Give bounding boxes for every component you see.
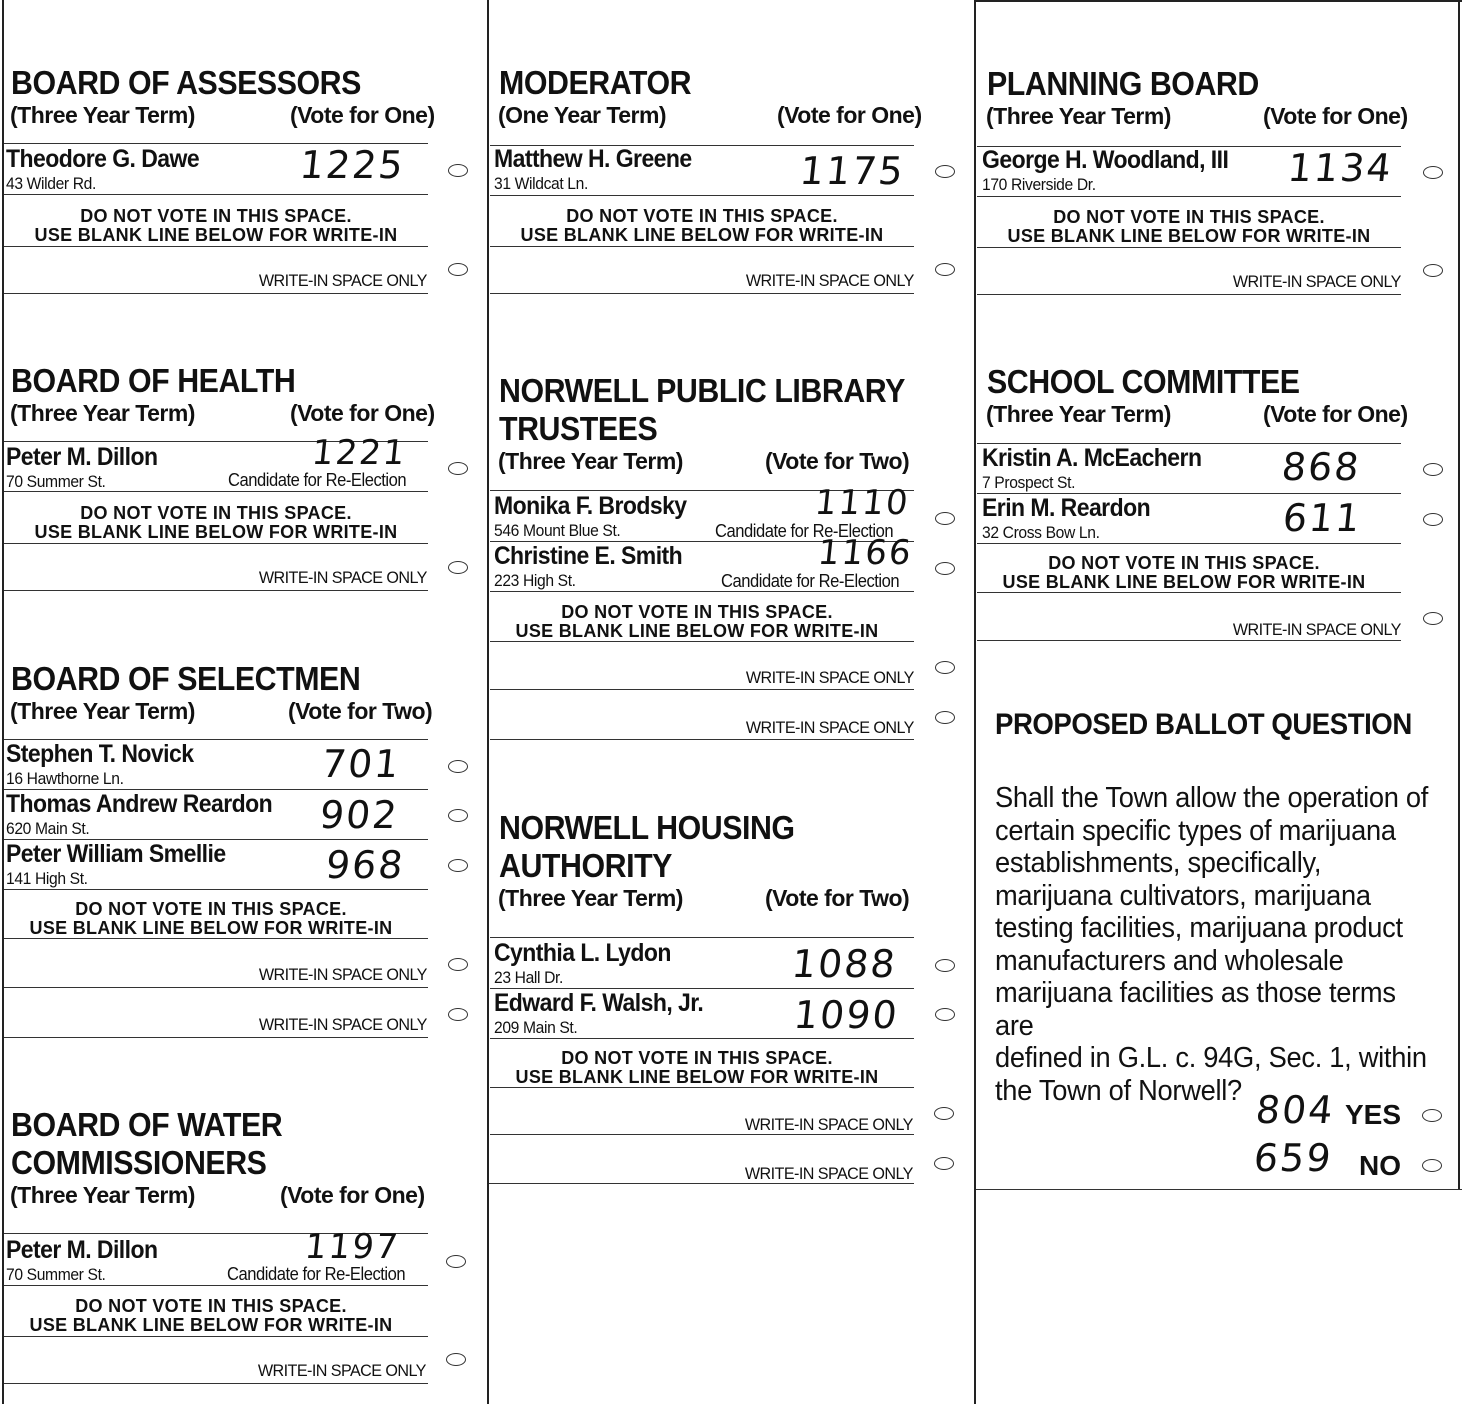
vote-instruction: (Vote for One) (290, 102, 435, 128)
do-not-vote-notice: DO NOT VOTE IN THIS SPACE. USE BLANK LINE BELOW FOR WRITE-IN (34, 503, 398, 542)
write-in-line[interactable] (4, 1383, 428, 1384)
vote-tally: 1134 (1285, 146, 1396, 190)
candidate-note: Candidate for Re-Election (721, 571, 900, 591)
divider (977, 247, 1401, 248)
do-not-vote-notice: DO NOT VOTE IN THIS SPACE. USE BLANK LINE BELOW FOR WRITE-IN (520, 206, 884, 245)
write-in-label: WRITE-IN SPACE ONLY (745, 271, 914, 290)
write-in-oval[interactable] (1423, 612, 1443, 625)
candidate-note: Candidate for Re-Election (715, 521, 894, 541)
candidate-name: Peter M. Dillon (6, 443, 158, 471)
office-term: (Three Year Term) (498, 448, 683, 474)
divider (490, 591, 914, 592)
office-title-line1: BOARD OF WATER (11, 1106, 283, 1143)
candidate-address: 70 Summer St. (6, 472, 106, 491)
vote-instruction: (Vote for Two) (765, 448, 910, 474)
write-in-label: WRITE-IN SPACE ONLY (744, 1164, 913, 1183)
write-in-oval[interactable] (935, 263, 955, 276)
vote-oval[interactable] (448, 462, 468, 475)
candidate-address: 32 Cross Bow Ln. (982, 523, 1100, 542)
vote-tally: 868 (1279, 445, 1363, 489)
candidate-address: 70 Summer St. (6, 1265, 106, 1284)
vote-oval[interactable] (1423, 463, 1443, 476)
write-in-line[interactable] (4, 590, 428, 591)
office-title: BOARD OF HEALTH (11, 362, 296, 399)
office-title: PLANNING BOARD (987, 65, 1259, 102)
office-title-line2: AUTHORITY (499, 847, 672, 884)
candidate-name: George H. Woodland, III (982, 146, 1229, 174)
vote-oval[interactable] (935, 562, 955, 575)
question-title: PROPOSED BALLOT QUESTION (995, 708, 1412, 741)
vote-oval[interactable] (935, 1008, 955, 1021)
write-in-label: WRITE-IN SPACE ONLY (257, 1361, 426, 1380)
candidate-address: 7 Prospect St. (982, 473, 1076, 492)
vote-oval[interactable] (448, 760, 468, 773)
candidate-address: 209 Main St. (494, 1018, 578, 1037)
column-divider-2 (974, 0, 976, 1404)
write-in-line[interactable] (977, 640, 1401, 641)
right-border (1458, 0, 1460, 1190)
write-in-label: WRITE-IN SPACE ONLY (744, 1115, 913, 1134)
do-not-vote-notice: DO NOT VOTE IN THIS SPACE. USE BLANK LINE BELOW FOR WRITE-IN (1002, 553, 1366, 592)
do-not-vote-notice: DO NOT VOTE IN THIS SPACE. USE BLANK LINE BELOW FOR WRITE-IN (34, 206, 398, 245)
office-term: (Three Year Term) (10, 102, 195, 128)
divider (977, 543, 1401, 544)
write-in-label: WRITE-IN SPACE ONLY (258, 271, 427, 290)
vote-tally: 1197 (302, 1227, 402, 1267)
top-rule-right (976, 0, 1462, 2)
vote-instruction: (Vote for One) (1263, 401, 1408, 427)
candidate-address: 141 High St. (6, 869, 88, 888)
vote-tally: 1088 (789, 942, 900, 986)
divider (490, 1087, 914, 1088)
candidate-address: 620 Main St. (6, 819, 90, 838)
yes-oval[interactable] (1422, 1109, 1442, 1122)
write-in-oval[interactable] (448, 958, 468, 971)
yes-label: YES (1345, 1099, 1402, 1130)
vote-tally: 1225 (297, 143, 408, 187)
office-term: (Three Year Term) (986, 401, 1171, 427)
do-not-vote-notice: DO NOT VOTE IN THIS SPACE. USE BLANK LINE BELOW FOR WRITE-IN (29, 1296, 393, 1335)
divider (4, 194, 428, 195)
vote-tally: 1175 (797, 149, 908, 193)
write-in-line[interactable] (4, 987, 428, 988)
office-term: (Three Year Term) (10, 400, 195, 426)
write-in-line[interactable] (490, 1134, 914, 1135)
divider (4, 938, 428, 939)
divider (490, 195, 914, 196)
yes-tally: 804 (1253, 1088, 1337, 1132)
vote-instruction: (Vote for Two) (288, 698, 433, 724)
write-in-line[interactable] (4, 293, 428, 294)
write-in-label: WRITE-IN SPACE ONLY (258, 568, 427, 587)
candidate-name: Thomas Andrew Reardon (6, 790, 273, 818)
candidate-address: 23 Hall Dr. (494, 968, 563, 987)
divider (4, 246, 428, 247)
write-in-line[interactable] (490, 739, 914, 740)
candidate-name: Peter William Smellie (6, 840, 226, 868)
no-oval[interactable] (1422, 1159, 1442, 1172)
write-in-line[interactable] (490, 689, 914, 690)
write-in-label: WRITE-IN SPACE ONLY (1232, 272, 1401, 291)
vote-oval[interactable] (1423, 513, 1443, 526)
write-in-line[interactable] (490, 293, 914, 294)
office-title: BOARD OF SELECTMEN (11, 660, 361, 697)
candidate-note: Candidate for Re-Election (228, 470, 407, 490)
write-in-oval[interactable] (1423, 264, 1443, 277)
candidate-name: Christine E. Smith (494, 542, 683, 570)
write-in-oval[interactable] (935, 661, 955, 674)
write-in-label: WRITE-IN SPACE ONLY (258, 1015, 427, 1034)
vote-tally: 1166 (815, 533, 915, 573)
office-title-line2: TRUSTEES (499, 410, 658, 447)
candidate-name: Peter M. Dillon (6, 1236, 158, 1264)
candidate-name: Theodore G. Dawe (6, 145, 200, 173)
office-title-line2: COMMISSIONERS (11, 1144, 267, 1181)
write-in-oval[interactable] (935, 711, 955, 724)
candidate-name: Matthew H. Greene (494, 145, 692, 173)
office-title-line1: NORWELL PUBLIC LIBRARY (499, 372, 905, 409)
candidate-address: 31 Wildcat Ln. (494, 174, 588, 193)
divider (490, 937, 914, 938)
write-in-line[interactable] (4, 1037, 428, 1038)
vote-tally: 1221 (309, 433, 409, 473)
vote-oval[interactable] (446, 1255, 466, 1268)
vote-oval[interactable] (448, 859, 468, 872)
vote-oval[interactable] (935, 959, 955, 972)
write-in-oval[interactable] (448, 263, 468, 276)
divider (490, 641, 914, 642)
office-term: (One Year Term) (498, 102, 667, 128)
divider (490, 1038, 914, 1039)
candidate-address: 546 Mount Blue St. (494, 521, 621, 540)
divider (977, 196, 1401, 197)
divider (4, 491, 428, 492)
write-in-oval[interactable] (446, 1353, 466, 1366)
candidate-address: 170 Riverside Dr. (982, 175, 1096, 194)
write-in-oval[interactable] (934, 1107, 954, 1120)
vote-tally: 968 (323, 843, 407, 887)
candidate-address: 43 Wilder Rd. (6, 174, 96, 193)
no-label: NO (1359, 1150, 1401, 1181)
office-term: (Three Year Term) (986, 103, 1171, 129)
write-in-label: WRITE-IN SPACE ONLY (1232, 620, 1401, 639)
do-not-vote-notice: DO NOT VOTE IN THIS SPACE. USE BLANK LINE BELOW FOR WRITE-IN (29, 899, 393, 938)
candidate-note: Candidate for Re-Election (227, 1264, 406, 1284)
candidate-name: Kristin A. McEachern (982, 444, 1202, 472)
divider (490, 246, 914, 247)
write-in-oval[interactable] (448, 561, 468, 574)
write-in-label: WRITE-IN SPACE ONLY (745, 718, 914, 737)
vote-instruction: (Vote for One) (777, 102, 922, 128)
office-term: (Three Year Term) (10, 1182, 195, 1208)
no-tally: 659 (1251, 1136, 1335, 1180)
do-not-vote-notice: DO NOT VOTE IN THIS SPACE. USE BLANK LINE BELOW FOR WRITE-IN (1007, 207, 1371, 246)
office-title: SCHOOL COMMITTEE (987, 363, 1300, 400)
question-text: Shall the Town allow the operation of certain specific types of marijuana establishments, specifically, marijuana cultivators, marijuana testing facilities, marijuana product manufacturers and wholesale marijuana facilities as those terms are defined in G.L. c. 94G, Sec. 1, within the Town of Norwell? (995, 782, 1429, 1107)
vote-instruction: (Vote for One) (280, 1182, 425, 1208)
candidate-address: 16 Hawthorne Ln. (6, 769, 124, 788)
do-not-vote-notice: DO NOT VOTE IN THIS SPACE. USE BLANK LINE BELOW FOR WRITE-IN (515, 1048, 879, 1087)
column-divider-1 (487, 0, 489, 1404)
write-in-oval[interactable] (448, 1008, 468, 1021)
candidate-name: Cynthia L. Lydon (494, 939, 671, 967)
office-title: BOARD OF ASSESSORS (11, 64, 361, 101)
candidate-name: Stephen T. Novick (6, 740, 194, 768)
divider (4, 1336, 428, 1337)
candidate-name: Edward F. Walsh, Jr. (494, 989, 704, 1017)
vote-tally: 611 (1280, 496, 1364, 540)
candidate-name: Erin M. Reardon (982, 494, 1151, 522)
vote-instruction: (Vote for One) (1263, 103, 1408, 129)
vote-oval[interactable] (935, 512, 955, 525)
vote-oval[interactable] (448, 164, 468, 177)
vote-tally: 1090 (791, 993, 902, 1037)
write-in-oval[interactable] (934, 1157, 954, 1170)
candidate-address: 223 High St. (494, 571, 576, 590)
vote-oval[interactable] (1423, 166, 1443, 179)
office-term: (Three Year Term) (10, 698, 195, 724)
divider (4, 889, 428, 890)
write-in-label: WRITE-IN SPACE ONLY (258, 965, 427, 984)
vote-oval[interactable] (448, 809, 468, 822)
write-in-line[interactable] (977, 294, 1401, 295)
divider (4, 543, 428, 544)
office-term: (Three Year Term) (498, 885, 683, 911)
vote-instruction: (Vote for Two) (765, 885, 910, 911)
office-title-line1: NORWELL HOUSING (499, 809, 795, 846)
vote-tally: 701 (319, 742, 403, 786)
vote-tally: 1110 (812, 483, 912, 523)
vote-tally: 902 (317, 793, 401, 837)
write-in-label: WRITE-IN SPACE ONLY (745, 668, 914, 687)
office-title: MODERATOR (499, 64, 692, 101)
candidate-name: Monika F. Brodsky (494, 492, 687, 520)
divider (4, 1285, 428, 1286)
do-not-vote-notice: DO NOT VOTE IN THIS SPACE. USE BLANK LINE BELOW FOR WRITE-IN (515, 602, 879, 641)
divider (977, 592, 1401, 593)
vote-oval[interactable] (935, 165, 955, 178)
question-bottom-rule (976, 1189, 1462, 1190)
vote-instruction: (Vote for One) (290, 400, 435, 426)
